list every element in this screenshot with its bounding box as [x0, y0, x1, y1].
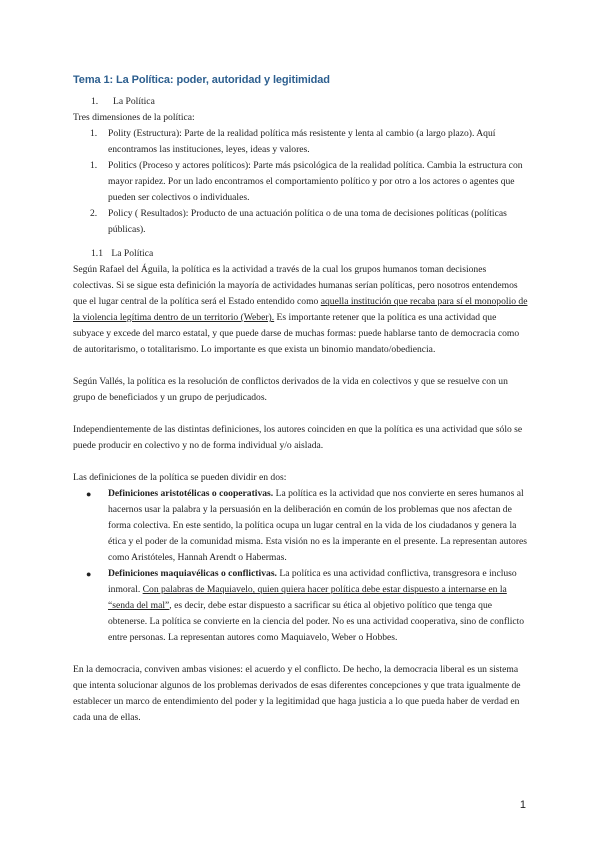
- paragraph-aguila: Según Rafael del Águila, la política es la actividad a través de la cual los grupos humanos toman decisiones colectivas. Si se sigue esta definición la mayoría de actividades humanas serían políticas, pero nosotros entendemos que el lugar central de la política será el Estado entendido como aquella institución que recaba para sí el monopolio de la violencia legítima dentro de un territorio (Weber). Es importante retener que la política es una actividad que subyace y excede del marco estatal, y que puede darse de muchas formas: puede hablarse tanto de democracia como de autoritarismo, o totalitarismo. Lo importante es que exista un binomio mandato/obediencia.: [73, 264, 528, 355]
- document-body: [73, 73, 528, 726]
- dimensions-list: [73, 126, 528, 238]
- definitions-list: [73, 486, 528, 646]
- bullet-icon: ●: [86, 489, 92, 499]
- list-item: ● Definiciones maquiavélicas o conflictivas. La política es una actividad conflictiva, transgresora e incluso inmoral. Con palabras de Maquiavelo, quien quiera hacer política debe estar dispuesto a internarse en la “senda del mal”, es decir, debe estar dispuesto a sacrificar su ética al objetivo político que tenga que obtenerse. La política se convierte en la ciencia del poder. No es una actividad cooperativa, sino de conflicto entre personas. La representan autores como Maquiavelo, Weber o Hobbes.: [73, 566, 528, 646]
- dimensions-intro: Tres dimensiones de la política:: [73, 112, 195, 123]
- bullet-icon: ●: [86, 569, 92, 579]
- paragraph-democracia: En la democracia, conviven ambas visiones: el acuerdo y el conflicto. De hecho, la democracia liberal es un sistema que intenta solucionar algunos de los problemas derivados de esas diferentes concepciones y que trata igualmente de establecer un marco de entendimiento del poder y la legitimidad que haga justicia a lo que pueda haber de verdad en cada una de ellas.: [73, 664, 521, 723]
- section-heading-1: 1. La Política: [91, 96, 155, 107]
- section-heading-1-1: 1.1 La Política: [91, 248, 154, 259]
- page-title: Tema 1: La Política: poder, autoridad y legitimidad: [73, 74, 330, 86]
- page-number: 1: [519, 799, 526, 811]
- paragraph-valles: Según Vallés, la política es la resolución de conflictos derivados de la vida en colectivos y que se resuelve con un grupo de beneficiados y un grupo de perjudicados.: [73, 376, 508, 403]
- list-item: 2. Policy ( Resultados): Producto de una actuación política o de una toma de decisiones políticas (políticas públicas).: [90, 208, 507, 235]
- definitions-intro: Las definiciones de la política se pueden dividir en dos:: [73, 472, 287, 483]
- list-item: 1. Polity (Estructura): Parte de la realidad política más resistente y lenta al cambio (a largo plazo). Aquí encontramos las instituciones, leyes, ideas y valores.: [90, 128, 496, 155]
- paragraph-independientemente: Independientemente de las distintas definiciones, los autores coinciden en que la política es una actividad que sólo se puede producir en colectivo y no de forma individual y/o aislada.: [73, 424, 523, 451]
- maquiavelo-quote-underlined: Con palabras de Maquiavelo, quien quiera hacer política debe estar dispuesto a internarse en la “senda del mal”: [108, 584, 507, 611]
- list-item: 1. Politics (Proceso y actores políticos): Parte más psicológica de la realidad política. Cambia la estructura con mayor rapidez. Por un lado encontramos el comportamiento político y por otro a los actores o agentes que pueden ser colectivos o individuales.: [90, 160, 523, 203]
- weber-definition-underlined: aquella institución que recaba para sí el monopolio de la violencia legítima dentro de un territorio (Weber).: [73, 296, 528, 323]
- list-item: ● Definiciones aristotélicas o cooperativas. La política es la actividad que nos convierte en seres humanos al hacernos usar la palabra y la persuasión en la deliberación en común de los problemas que nos afectan de forma colectiva. En este sentido, la política ocupa un lugar central en la vida de los ciudadanos y genera la ética y el poder de la comunidad misma. Esta visión no es la imperante en el presente. La representan autores como Aristóteles, Hannah Arendt o Habermas.: [73, 486, 528, 566]
